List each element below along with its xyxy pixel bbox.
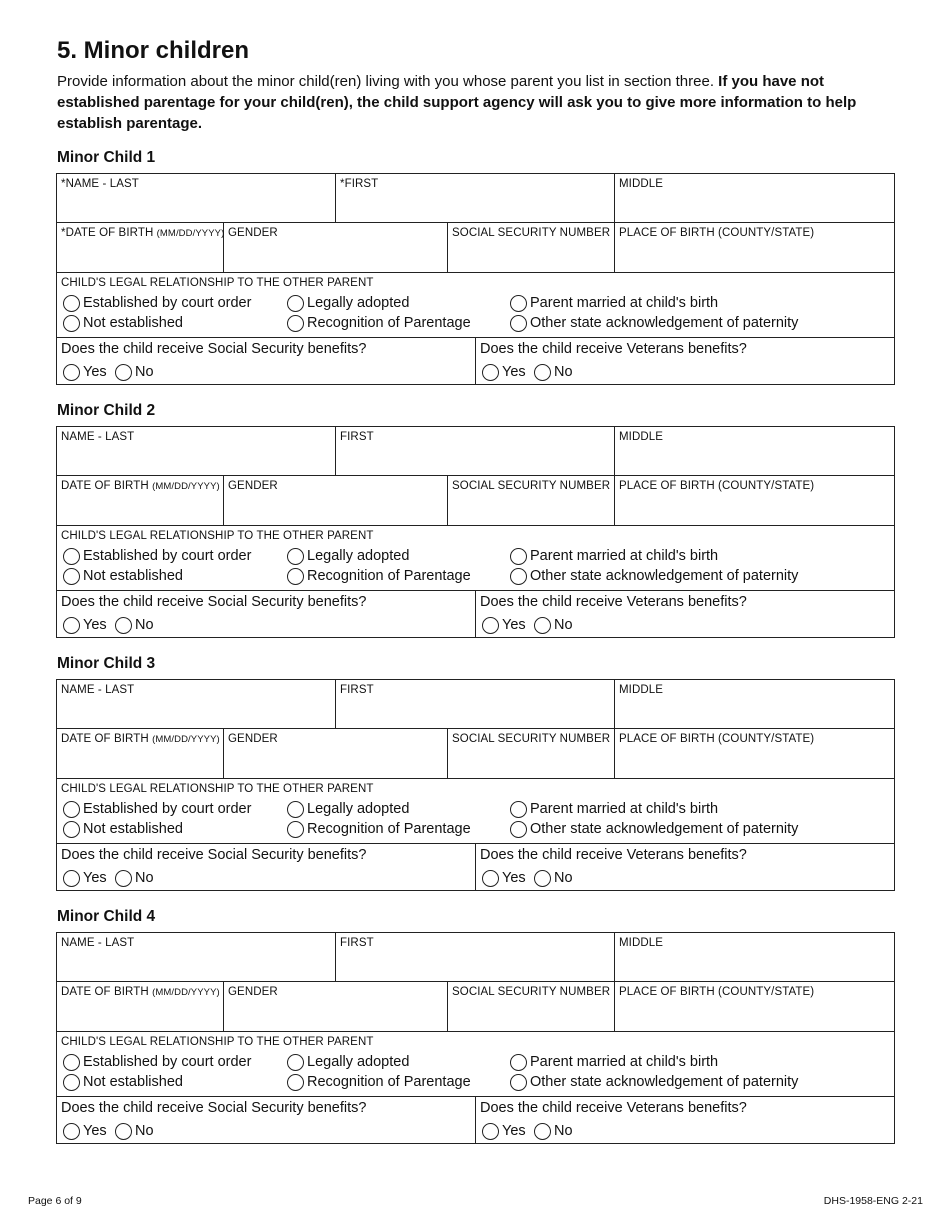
ssn-input[interactable] [451,1006,611,1028]
name-last-field[interactable] [57,427,336,476]
no-label: No [554,870,573,886]
radio-circle-icon[interactable] [287,568,304,585]
radio-circle-icon[interactable] [510,1054,527,1071]
option-parent-married[interactable] [510,800,718,818]
yes-label: Yes [83,364,107,380]
gender-field[interactable] [224,476,448,526]
ss-yes-option[interactable] [63,869,107,887]
radio-circle-icon[interactable] [510,315,527,332]
dob-label [61,226,224,241]
first-name-input[interactable] [339,197,611,219]
pob-field[interactable] [615,223,894,273]
pob-label: PLACE OF BIRTH (COUNTY/STATE) [619,227,815,239]
dob-label [61,479,220,494]
dob-format: (MM/DD/YYYY) [156,228,225,239]
relationship-field [57,526,894,591]
option-recognition-parentage[interactable] [287,820,471,838]
ss-benefits-question: Does the child receive Social Security benefits? [61,594,367,610]
dob-format: (MM/DD/YYYY) [152,734,220,745]
name-last-input[interactable] [60,197,332,219]
gender-label: GENDER [228,733,278,745]
option-label: Other state acknowledgement of paternity [530,315,799,331]
dob-format: (MM/DD/YYYY) [152,481,220,492]
radio-circle-icon[interactable] [63,364,80,381]
option-label: Not established [83,821,183,837]
middle-name-label: MIDDLE [619,178,664,190]
ss-yes-option[interactable] [63,1122,107,1140]
option-recognition-parentage[interactable] [287,314,471,332]
gender-field[interactable] [224,223,448,273]
name-last-field[interactable] [57,680,336,729]
va-benefits-field [476,591,894,637]
radio-circle-icon[interactable] [63,1074,80,1091]
ssn-field[interactable] [448,982,615,1032]
ss-no-option[interactable] [115,1122,154,1140]
first-name-input[interactable] [339,450,611,472]
ss-benefits-question: Does the child receive Social Security benefits? [61,341,367,357]
ssn-label: SOCIAL SECURITY NUMBER [452,733,611,745]
option-not-established[interactable] [63,314,183,332]
va-benefits-field [476,844,894,890]
radio-circle-icon[interactable] [115,617,132,634]
radio-circle-icon[interactable] [63,1123,80,1140]
option-legally-adopted[interactable] [287,1053,409,1071]
middle-name-input[interactable] [618,956,891,978]
option-label: Parent married at child's birth [530,801,719,817]
radio-circle-icon[interactable] [510,568,527,585]
option-label: Not established [83,315,183,331]
pob-input[interactable] [618,1006,891,1028]
option-label: Established by court order [83,295,252,311]
ss-no-option[interactable] [115,616,154,634]
option-label: Recognition of Parentage [307,568,471,584]
no-label: No [135,364,154,380]
minor-child-grid [56,426,895,638]
ss-yes-option[interactable] [63,363,107,381]
middle-name-input[interactable] [618,450,891,472]
va-no-option[interactable] [534,616,573,634]
dob-label-text: DATE OF BIRTH [61,733,149,745]
middle-name-label: MIDDLE [619,431,664,443]
section-intro [57,71,897,134]
va-benefits-field [476,338,894,384]
first-name-label: FIRST [340,431,374,443]
option-court-order[interactable] [63,294,251,312]
gender-field[interactable] [224,729,448,779]
pob-label: PLACE OF BIRTH (COUNTY/STATE) [619,733,815,745]
radio-circle-icon[interactable] [63,548,80,565]
radio-circle-icon[interactable] [63,295,80,312]
pob-input[interactable] [618,247,891,269]
option-label: Other state acknowledgement of paternity [530,568,799,584]
option-legally-adopted[interactable] [287,547,409,565]
middle-name-input[interactable] [618,703,891,725]
yes-label: Yes [502,1123,526,1139]
first-name-input[interactable] [339,956,611,978]
option-court-order[interactable] [63,800,251,818]
relationship-field [57,1032,894,1097]
first-name-label: *FIRST [340,178,379,190]
option-parent-married[interactable] [510,1053,718,1071]
radio-circle-icon[interactable] [287,1074,304,1091]
dob-label [61,732,220,747]
option-label: Other state acknowledgement of paternity [530,1074,799,1090]
name-last-input[interactable] [60,450,332,472]
gender-input[interactable] [227,753,444,775]
option-label: Parent married at child's birth [530,548,719,564]
va-yes-option[interactable] [482,1122,526,1140]
option-not-established[interactable] [63,1073,183,1091]
ss-benefits-question: Does the child receive Social Security benefits? [61,847,367,863]
gender-input[interactable] [227,500,444,522]
minor-child-heading: Minor Child 2 [57,402,156,419]
radio-circle-icon[interactable] [63,568,80,585]
name-last-label: *NAME - LAST [61,178,139,190]
relationship-label: CHILD'S LEGAL RELATIONSHIP TO THE OTHER PARENT [61,530,374,542]
radio-circle-icon[interactable] [510,295,527,312]
name-last-label: NAME - LAST [61,937,135,949]
name-last-input[interactable] [60,703,332,725]
dob-label-text: *DATE OF BIRTH [61,227,154,239]
va-benefits-field [476,1097,894,1143]
option-label: Established by court order [83,548,252,564]
first-name-label: FIRST [340,937,374,949]
ss-benefits-question: Does the child receive Social Security benefits? [61,1100,367,1116]
ss-benefits-field [57,844,476,890]
option-other-state[interactable] [510,314,798,332]
intro-bold-text: If you have not established parentage for your child(ren), the child support agency will ask you to give more information to help establish parentage. [57,73,857,132]
ssn-label: SOCIAL SECURITY NUMBER [452,480,611,492]
radio-circle-icon[interactable] [534,870,551,887]
gender-label: GENDER [228,227,278,239]
pob-field[interactable] [615,476,894,526]
radio-circle-icon[interactable] [63,801,80,818]
radio-circle-icon[interactable] [287,295,304,312]
pob-field[interactable] [615,729,894,779]
dob-format: (MM/DD/YYYY) [152,987,220,998]
option-label: Recognition of Parentage [307,821,471,837]
option-not-established[interactable] [63,820,183,838]
option-parent-married[interactable] [510,547,718,565]
radio-circle-icon[interactable] [115,870,132,887]
dob-field[interactable] [57,223,224,273]
yes-label: Yes [502,870,526,886]
option-label: Established by court order [83,801,252,817]
relationship-label: CHILD'S LEGAL RELATIONSHIP TO THE OTHER PARENT [61,783,374,795]
form-id: DHS-1958-ENG 2-21 [823,1195,923,1207]
option-label: Legally adopted [307,295,410,311]
pob-label: PLACE OF BIRTH (COUNTY/STATE) [619,480,815,492]
radio-circle-icon[interactable] [63,1054,80,1071]
pob-label: PLACE OF BIRTH (COUNTY/STATE) [619,986,815,998]
radio-circle-icon[interactable] [510,548,527,565]
dob-field[interactable] [57,982,224,1032]
option-label: Recognition of Parentage [307,315,471,331]
yes-label: Yes [502,364,526,380]
radio-circle-icon[interactable] [115,364,132,381]
middle-name-field[interactable] [615,174,894,223]
minor-child-heading: Minor Child 4 [57,908,156,925]
va-benefits-question: Does the child receive Veterans benefits? [480,847,747,863]
gender-field[interactable] [224,982,448,1032]
radio-circle-icon[interactable] [510,801,527,818]
name-last-label: NAME - LAST [61,684,135,696]
radio-circle-icon[interactable] [287,315,304,332]
radio-circle-icon[interactable] [482,870,499,887]
minor-child-grid [56,679,895,891]
name-last-input[interactable] [60,956,332,978]
ss-benefits-field [57,338,476,384]
option-label: Not established [83,1074,183,1090]
ss-benefits-field [57,591,476,637]
dob-field[interactable] [57,729,224,779]
option-label: Legally adopted [307,801,410,817]
no-label: No [554,364,573,380]
ss-no-option[interactable] [115,363,154,381]
option-label: Legally adopted [307,548,410,564]
pob-input[interactable] [618,500,891,522]
page-number: Page 6 of 9 [28,1195,82,1207]
ssn-input[interactable] [451,247,611,269]
first-name-label: FIRST [340,684,374,696]
radio-circle-icon[interactable] [63,821,80,838]
ssn-input[interactable] [451,753,611,775]
option-other-state[interactable] [510,1073,798,1091]
first-name-field[interactable] [336,427,615,476]
option-label: Established by court order [83,1054,252,1070]
dob-input[interactable] [60,500,220,522]
pob-input[interactable] [618,753,891,775]
va-benefits-question: Does the child receive Veterans benefits? [480,594,747,610]
radio-circle-icon[interactable] [482,1123,499,1140]
option-label: Parent married at child's birth [530,295,719,311]
radio-circle-icon[interactable] [534,364,551,381]
first-name-field[interactable] [336,174,615,223]
va-no-option[interactable] [534,869,573,887]
yes-label: Yes [502,617,526,633]
ssn-label: SOCIAL SECURITY NUMBER [452,227,611,239]
section-title: 5. Minor children [57,37,250,64]
dob-input[interactable] [60,1006,220,1028]
option-recognition-parentage[interactable] [287,1073,471,1091]
option-label: Recognition of Parentage [307,1074,471,1090]
yes-label: Yes [83,617,107,633]
dob-label-text: DATE OF BIRTH [61,480,149,492]
option-other-state[interactable] [510,820,798,838]
radio-circle-icon[interactable] [63,315,80,332]
dob-label-text: DATE OF BIRTH [61,986,149,998]
relationship-field [57,273,894,338]
option-court-order[interactable] [63,547,251,565]
option-parent-married[interactable] [510,294,718,312]
radio-circle-icon[interactable] [287,801,304,818]
va-yes-option[interactable] [482,869,526,887]
ss-yes-option[interactable] [63,616,107,634]
radio-circle-icon[interactable] [534,1123,551,1140]
middle-name-field[interactable] [615,427,894,476]
option-label: Legally adopted [307,1054,410,1070]
radio-circle-icon[interactable] [287,548,304,565]
va-no-option[interactable] [534,1122,573,1140]
pob-field[interactable] [615,982,894,1032]
minor-child-grid [56,932,895,1144]
dob-input[interactable] [60,247,220,269]
radio-circle-icon[interactable] [287,1054,304,1071]
radio-circle-icon[interactable] [482,617,499,634]
gender-label: GENDER [228,986,278,998]
dob-label [61,985,220,1000]
option-legally-adopted[interactable] [287,800,409,818]
gender-input[interactable] [227,1006,444,1028]
va-yes-option[interactable] [482,616,526,634]
intro-text: Provide information about the minor child(ren) living with you whose parent you list in section three. [57,73,714,90]
option-recognition-parentage[interactable] [287,567,471,585]
va-no-option[interactable] [534,363,573,381]
dob-field[interactable] [57,476,224,526]
ssn-label: SOCIAL SECURITY NUMBER [452,986,611,998]
ssn-field[interactable] [448,476,615,526]
relationship-label: CHILD'S LEGAL RELATIONSHIP TO THE OTHER PARENT [61,1036,374,1048]
relationship-label: CHILD'S LEGAL RELATIONSHIP TO THE OTHER PARENT [61,277,374,289]
first-name-input[interactable] [339,703,611,725]
ss-no-option[interactable] [115,869,154,887]
no-label: No [135,1123,154,1139]
va-benefits-question: Does the child receive Veterans benefits? [480,341,747,357]
ssn-field[interactable] [448,223,615,273]
radio-circle-icon[interactable] [63,870,80,887]
ssn-field[interactable] [448,729,615,779]
option-label: Parent married at child's birth [530,1054,719,1070]
no-label: No [135,870,154,886]
option-legally-adopted[interactable] [287,294,409,312]
first-name-field[interactable] [336,680,615,729]
yes-label: Yes [83,870,107,886]
middle-name-field[interactable] [615,680,894,729]
option-label: Not established [83,568,183,584]
first-name-field[interactable] [336,933,615,982]
va-benefits-question: Does the child receive Veterans benefits? [480,1100,747,1116]
middle-name-label: MIDDLE [619,937,664,949]
gender-label: GENDER [228,480,278,492]
relationship-field [57,779,894,844]
middle-name-label: MIDDLE [619,684,664,696]
radio-circle-icon[interactable] [482,364,499,381]
radio-circle-icon[interactable] [510,1074,527,1091]
radio-circle-icon[interactable] [115,1123,132,1140]
name-last-field[interactable] [57,174,336,223]
dob-input[interactable] [60,753,220,775]
gender-input[interactable] [227,247,444,269]
option-other-state[interactable] [510,567,798,585]
option-not-established[interactable] [63,567,183,585]
radio-circle-icon[interactable] [63,617,80,634]
option-court-order[interactable] [63,1053,251,1071]
name-last-field[interactable] [57,933,336,982]
ss-benefits-field [57,1097,476,1143]
ssn-input[interactable] [451,500,611,522]
no-label: No [135,617,154,633]
yes-label: Yes [83,1123,107,1139]
middle-name-input[interactable] [618,197,891,219]
radio-circle-icon[interactable] [510,821,527,838]
minor-child-heading: Minor Child 3 [57,655,156,672]
radio-circle-icon[interactable] [534,617,551,634]
minor-child-grid [56,173,895,385]
name-last-label: NAME - LAST [61,431,135,443]
va-yes-option[interactable] [482,363,526,381]
radio-circle-icon[interactable] [287,821,304,838]
no-label: No [554,617,573,633]
minor-child-heading: Minor Child 1 [57,149,156,166]
middle-name-field[interactable] [615,933,894,982]
option-label: Other state acknowledgement of paternity [530,821,799,837]
no-label: No [554,1123,573,1139]
